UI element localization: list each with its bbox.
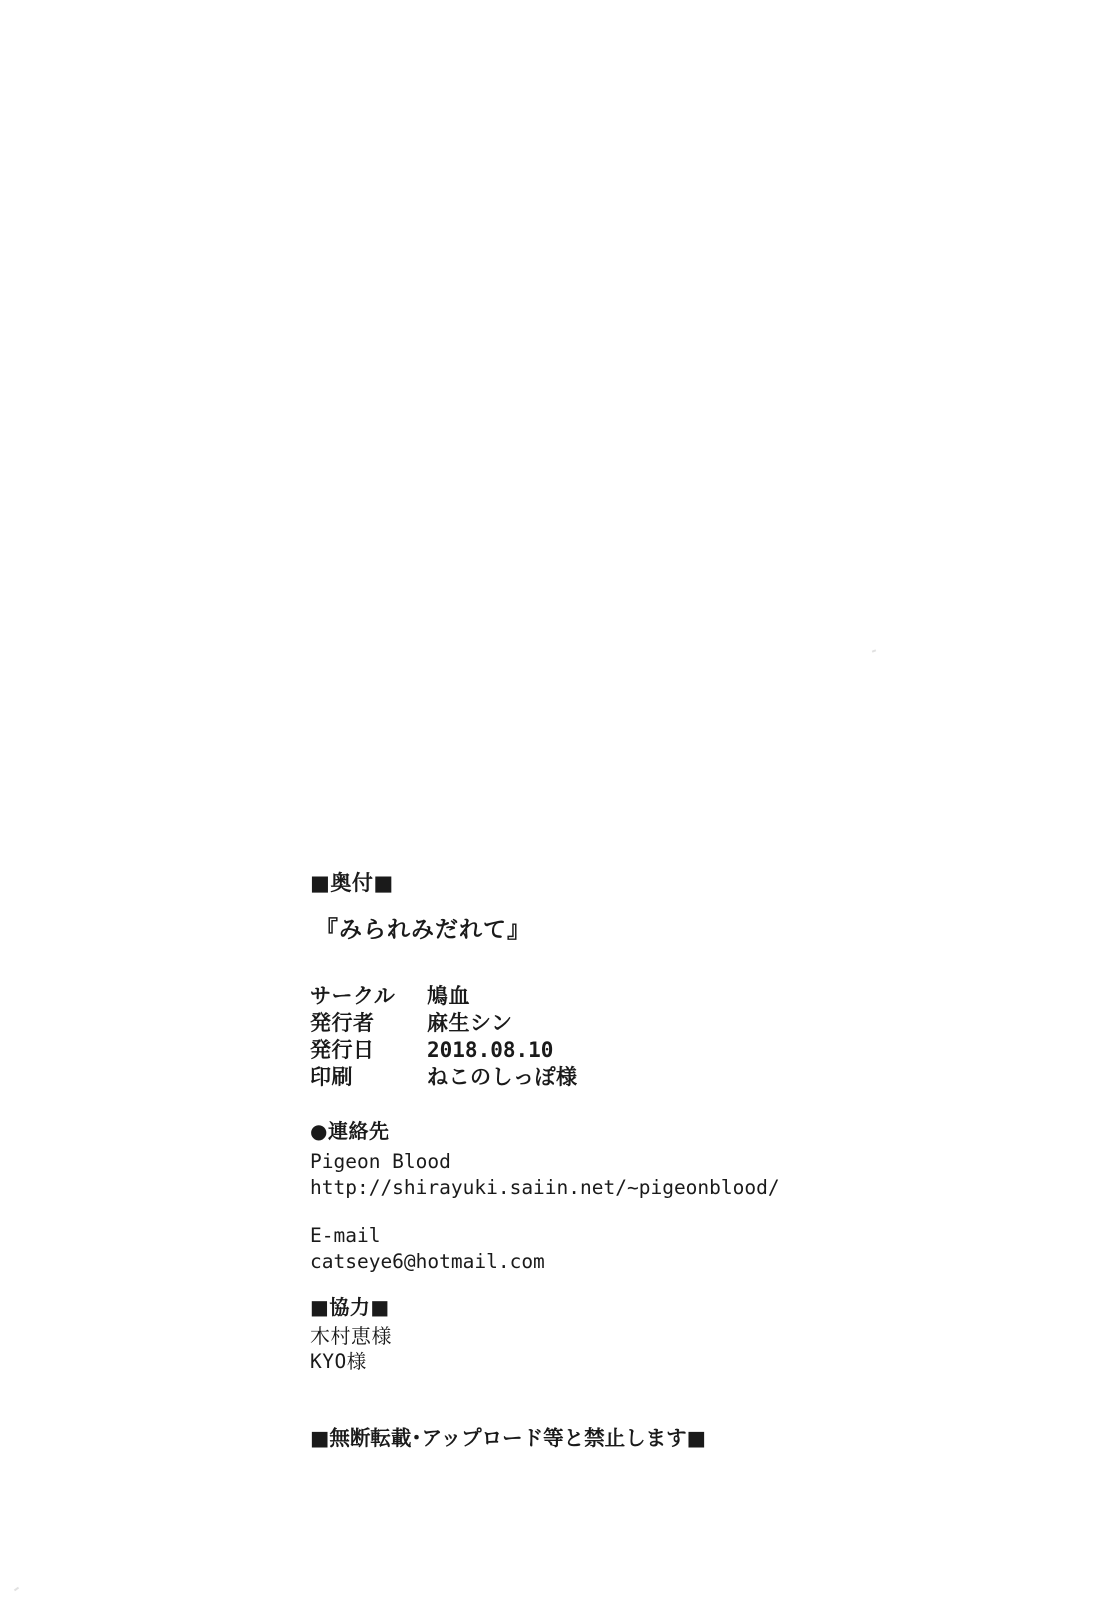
credit-label-printer: 印刷 [310,1065,353,1090]
credit-value-circle: 鳩血 [427,984,470,1008]
thanks-heading: ■協力■ [310,1295,390,1319]
scan-speck-icon [872,649,876,652]
credit-value-publisher: 麻生シン [427,1011,513,1036]
contact-url[interactable]: http://shirayuki.saiin.net/~pigeonblood/ [310,1176,780,1200]
contact-circle-name: Pigeon Blood [310,1150,451,1174]
scan-speck-icon [14,1587,19,1592]
thanks-item: KYO様 [310,1350,367,1374]
colophon-block [310,873,930,1375]
credit-value-date: 2018.08.10 [427,1038,554,1063]
section-heading-afterword: ■奥付■ [310,871,394,895]
credit-row [310,1037,930,1064]
credit-row [310,1010,930,1037]
email-label: E-mail [310,1224,381,1248]
credit-row [310,983,930,1010]
contact-heading: ●連絡先 [310,1119,390,1144]
credit-label-publisher: 発行者 [310,1011,375,1036]
credits-list [310,983,930,1091]
spacer [310,1201,930,1223]
work-title: 『みられみだれて』 [315,917,531,943]
credit-row [310,1064,930,1091]
reproduction-notice: ■無断転載･アップロード等と禁止します■ [310,1426,707,1450]
credit-label-date: 発行日 [310,1038,375,1063]
email-address[interactable]: catseye6@hotmail.com [310,1250,545,1274]
credit-label-circle: サークル [310,984,396,1008]
spacer [310,1275,930,1297]
credit-value-printer: ねこのしっぽ様 [427,1065,578,1090]
thanks-item: 木村恵様 [310,1324,392,1348]
